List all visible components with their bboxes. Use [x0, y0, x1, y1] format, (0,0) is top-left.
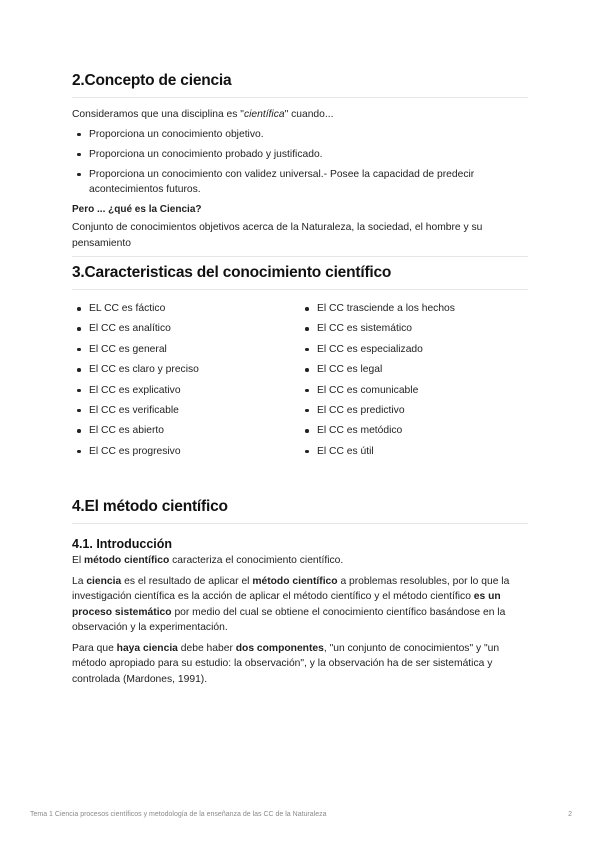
text: , "un conjunto de conocimientos" y "un método apropiado para su estudio: la observación", y la observación ha de ser sistemática y controlada (Mardones, 1991).: [72, 642, 500, 685]
section-caracteristicas: [72, 264, 528, 464]
list-item: El CC trasciende a los hechos: [300, 301, 528, 316]
page-number: 2: [568, 811, 572, 818]
paragraph: [72, 574, 528, 636]
text: caracteriza el conocimiento científico.: [169, 555, 344, 566]
section-heading-wrap: [72, 498, 528, 524]
bold-text: haya ciencia: [116, 642, 178, 654]
page-footer: [30, 811, 572, 818]
section-heading: 3.Caracteristicas del conocimiento científico: [72, 264, 392, 281]
footer-title: Tema 1 Ciencia procesos científicos y metodología de la enseñanza de las CC de la Naturaleza: [30, 811, 327, 818]
list-item: El CC es claro y preciso: [72, 362, 300, 377]
bold-text: método científico: [252, 575, 338, 587]
list-item: El CC es predictivo: [300, 403, 528, 418]
intro-text-end: " cuando...: [284, 109, 334, 120]
paragraph: [72, 641, 528, 688]
bold-text: es un proceso sistemático: [72, 591, 501, 618]
list-item: El CC es analítico: [72, 321, 300, 336]
section-concepto-ciencia: [72, 72, 528, 257]
question-line: Pero ... ¿qué es la Ciencia?: [72, 203, 202, 215]
list-item: El CC es legal: [300, 362, 528, 377]
list-item: Proporciona un conocimiento con validez universal.- Posee la capacidad de predecir acontecimientos futuros.: [72, 167, 528, 197]
text: es el resultado de aplicar el: [121, 575, 253, 587]
bold-text: dos componentes: [235, 642, 324, 654]
text: por medio del cual se obtiene el conocimiento científico basándose en la observación y la experimentación.: [72, 606, 506, 633]
section-metodo-cientifico: [72, 498, 528, 687]
text: El: [72, 555, 85, 566]
list-item: EL CC es fáctico: [72, 301, 300, 316]
list-item: El CC es explicativo: [72, 383, 300, 398]
list-item: El CC es general: [72, 342, 300, 357]
list-item: Proporciona un conocimiento probado y justificado.: [72, 147, 528, 162]
bold-text: ciencia: [86, 575, 122, 587]
section-heading-wrap: [72, 264, 528, 290]
text: debe haber: [177, 642, 236, 654]
section-heading-wrap: [72, 72, 528, 98]
definition-paragraph: Conjunto de conocimientos objetivos acerca de la Naturaleza, la sociedad, el hombre y su pensamiento: [72, 220, 528, 257]
intro-paragraph: [72, 107, 528, 123]
list-item: El CC es sistemático: [300, 321, 528, 336]
subsection-heading: 4.1. Introducción: [72, 537, 173, 551]
text: Para que: [72, 642, 117, 654]
characteristics-right-list: [300, 301, 528, 464]
section-heading: 4.El método científico: [72, 498, 228, 515]
intro-text: Consideramos que una disciplina es ": [72, 109, 244, 120]
intro-emphasis: científica: [243, 109, 285, 120]
paragraph: [72, 553, 528, 569]
text: a problemas resolubles, por lo que la investigación científica es la acción de aplicar el método científico y el método científico: [72, 575, 510, 602]
text: La: [72, 575, 87, 587]
list-item: El CC es especializado: [300, 342, 528, 357]
section-heading: 2.Concepto de ciencia: [72, 72, 232, 89]
list-item: El CC es comunicable: [300, 383, 528, 398]
list-item: El CC es metódico: [300, 423, 528, 438]
characteristics-columns: [72, 301, 528, 464]
list-item: El CC es abierto: [72, 423, 300, 438]
characteristics-left-list: [72, 301, 300, 464]
list-item: El CC es verificable: [72, 403, 300, 418]
list-item: El CC es progresivo: [72, 444, 300, 459]
criteria-list: [72, 127, 528, 197]
list-item: Proporciona un conocimiento objetivo.: [72, 127, 528, 142]
bold-text: método científico: [84, 555, 170, 566]
list-item: El CC es útil: [300, 444, 528, 459]
